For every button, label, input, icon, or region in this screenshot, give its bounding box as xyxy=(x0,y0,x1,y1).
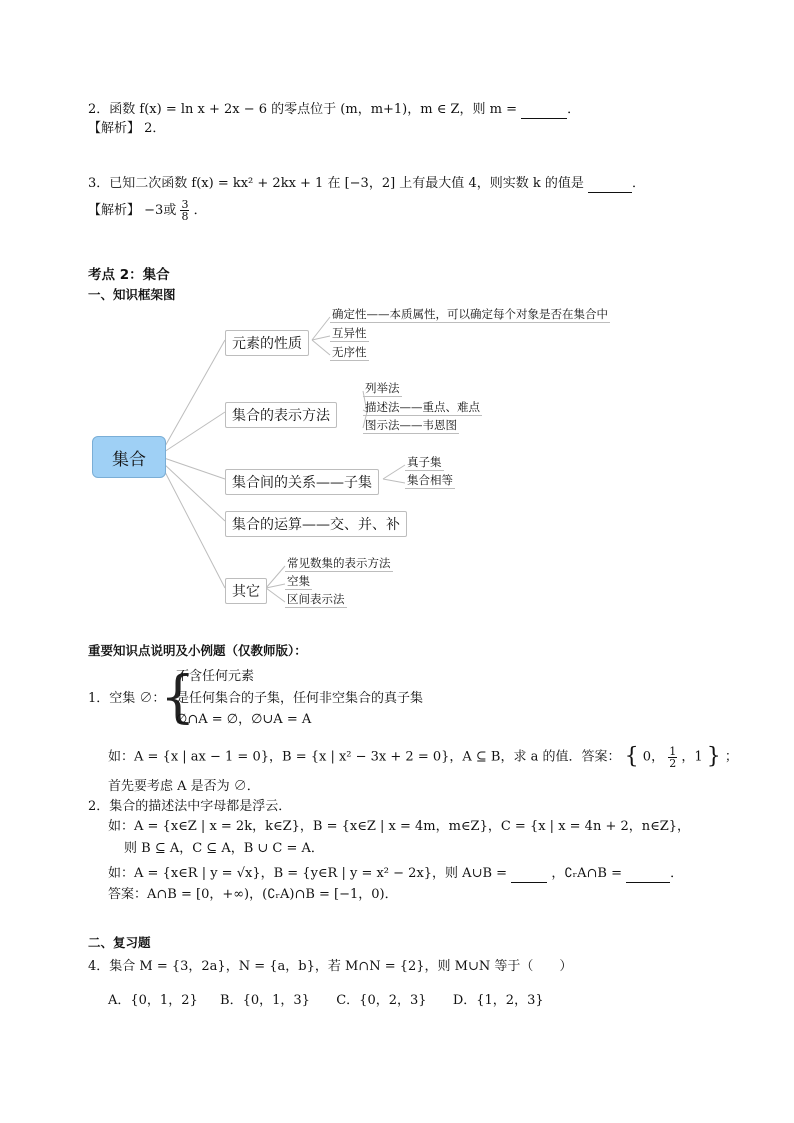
branch-operations: 集合的运算——交、并、补 xyxy=(225,511,407,537)
option-b[interactable]: B．{0，1，3} xyxy=(220,993,310,1008)
left-brace: { xyxy=(160,665,196,730)
leaf-interval: 区间表示法 xyxy=(287,592,345,606)
answer-blank xyxy=(588,174,632,193)
option-c[interactable]: C．{0，2，3} xyxy=(336,993,427,1008)
fraction-denominator: 8 xyxy=(181,210,189,223)
section-title: 考点 2：集合 xyxy=(88,267,170,283)
question-2: 2．函数 f(x) = ln x + 2x − 6 的零点位于 (m，m+1)，m ∈ Z，则 m = ． xyxy=(88,102,581,117)
question-3: 3．已知二次函数 f(x) = kx² + 2kx + 1 在 [−3，2] 上有最大值 4，则实数 k 的值是 ． xyxy=(88,176,646,191)
example-tail: ； xyxy=(724,749,738,765)
example-text: 如：A = {x | ax − 1 = 0}，B = {x | x² − 3x + 2 = 0}，A ⊆ B，求 a 的值．答案： xyxy=(108,749,621,765)
point-1-note: 首先要考虑 A 是否为 ∅． xyxy=(108,779,260,794)
fraction-numerator: 1 xyxy=(669,744,677,758)
fraction xyxy=(668,746,677,769)
answer-value-post: ． xyxy=(193,203,207,218)
branch-element-properties: 元素的性质 xyxy=(225,330,309,356)
branch-relations: 集合间的关系——子集 xyxy=(225,469,379,495)
branch-others: 其它 xyxy=(225,578,267,604)
leaf-unordered: 无序性 xyxy=(332,345,367,359)
point-2-example-1b: 则 B ⊆ A，C ⊆ A，B ∪ C = A． xyxy=(124,841,324,856)
leaf-set-equality: 集合相等 xyxy=(407,473,453,487)
question-2-text: 2．函数 f(x) = ln x + 2x − 6 的零点位于 (m，m+1)，m ∈ Z，则 m = xyxy=(88,102,517,117)
point-2-example-1: 如：A = {x∈Z | x = 2k，k∈Z}，B = {x∈Z | x = 4m，m∈Z}，C = {x | x = 4n + 2，n∈Z}， xyxy=(108,819,691,834)
leaf-description: 描述法——重点、难点 xyxy=(365,400,480,414)
mind-map-connectors xyxy=(80,300,680,620)
question-4: 4．集合 M = {3，2a}，N = {a，b}，若 M∩N = {2}，则 M∪N 等于（ ） xyxy=(88,959,573,974)
leaf-certainty: 确定性——本质属性，可以确定每个对象是否在集合中 xyxy=(332,307,608,321)
connector-line xyxy=(164,464,225,521)
connector-line xyxy=(266,588,285,602)
empty-set-case-1: 不含任何元素 xyxy=(176,669,255,684)
mind-map-center: 集合 xyxy=(92,436,166,478)
point-2-title: 2．集合的描述法中字母都是浮云． xyxy=(88,799,292,814)
question-3-text: 3．已知二次函数 f(x) = kx² + 2kx + 1 在 [−3，2] 上有最大值 4，则实数 k 的值是 xyxy=(88,176,584,191)
answer-blank xyxy=(511,864,547,883)
question-2-answer xyxy=(88,120,165,138)
option-d[interactable]: D．{1，2，3} xyxy=(452,993,544,1008)
leaf-proper-subset: 真子集 xyxy=(407,455,442,469)
empty-set-case-2: 是任何集合的子集，任何非空集合的真子集 xyxy=(176,691,424,706)
answer-label: 【解析】 xyxy=(88,121,141,136)
answer-label: 【解析】 xyxy=(88,203,141,218)
leaf-empty-set: 空集 xyxy=(287,574,310,588)
answer-blank xyxy=(626,864,670,883)
connector-line xyxy=(164,470,225,588)
fraction-denominator: 2 xyxy=(669,756,677,770)
example-2-text-b: ，∁ᵣA∩B = xyxy=(551,866,622,881)
point-1-prefix: 1．空集 ∅： xyxy=(88,691,166,706)
connector-line xyxy=(383,479,405,483)
point-2-answer: 答案：A∩B = [0，+∞)，(∁ᵣA)∩B = [−1，0)． xyxy=(108,887,398,902)
subsection-review: 二、复习题 xyxy=(88,935,151,950)
answer-value: 2． xyxy=(144,121,166,136)
fraction xyxy=(180,199,189,222)
point-1-example: 如：A = {x | ax − 1 = 0}，B = {x | x² − 3x + 2 = 0}，A ⊆ B，求 a 的值．答案： { 0， $\frac{1}{2}$ ，1 } ； xyxy=(108,744,738,770)
branch-representation: 集合的表示方法 xyxy=(225,402,337,428)
answer-value-pre: −3或 xyxy=(144,203,177,218)
mind-map xyxy=(80,300,680,620)
leaf-distinctness: 互异性 xyxy=(332,326,367,340)
subsection-framework: 一、知识框架图 xyxy=(88,287,176,302)
point-2-example-2: 如：A = {x∈R | y = √x}，B = {y∈R | y = x² − 2x}，则 A∪B = ，∁ᵣA∩B = ． xyxy=(108,866,684,881)
leaf-number-sets: 常见数集的表示方法 xyxy=(287,556,391,570)
example-answer-a: 0， xyxy=(642,749,665,765)
connector-line xyxy=(312,340,330,355)
question-4-options xyxy=(108,992,544,1010)
example-answer-b: ，1 xyxy=(681,749,703,765)
answer-blank xyxy=(521,100,567,119)
fraction-numerator: 3 xyxy=(181,198,189,211)
leaf-enumeration: 列举法 xyxy=(365,381,400,395)
connector-line xyxy=(383,465,405,479)
leaf-venn: 图示法——韦恩图 xyxy=(365,418,457,432)
subsection-key-points: 重要知识点说明及小例题（仅教师版）： xyxy=(88,643,307,658)
example-2-text: 如：A = {x∈R | y = √x}，B = {y∈R | y = x² − 2x}，则 A∪B = xyxy=(108,866,508,881)
connector-line xyxy=(164,458,225,479)
empty-set-case-3: ∅∩A = ∅，∅∪A = A xyxy=(176,712,312,727)
option-a[interactable]: A．{0，1，2} xyxy=(108,993,198,1008)
question-3-answer xyxy=(88,198,207,224)
